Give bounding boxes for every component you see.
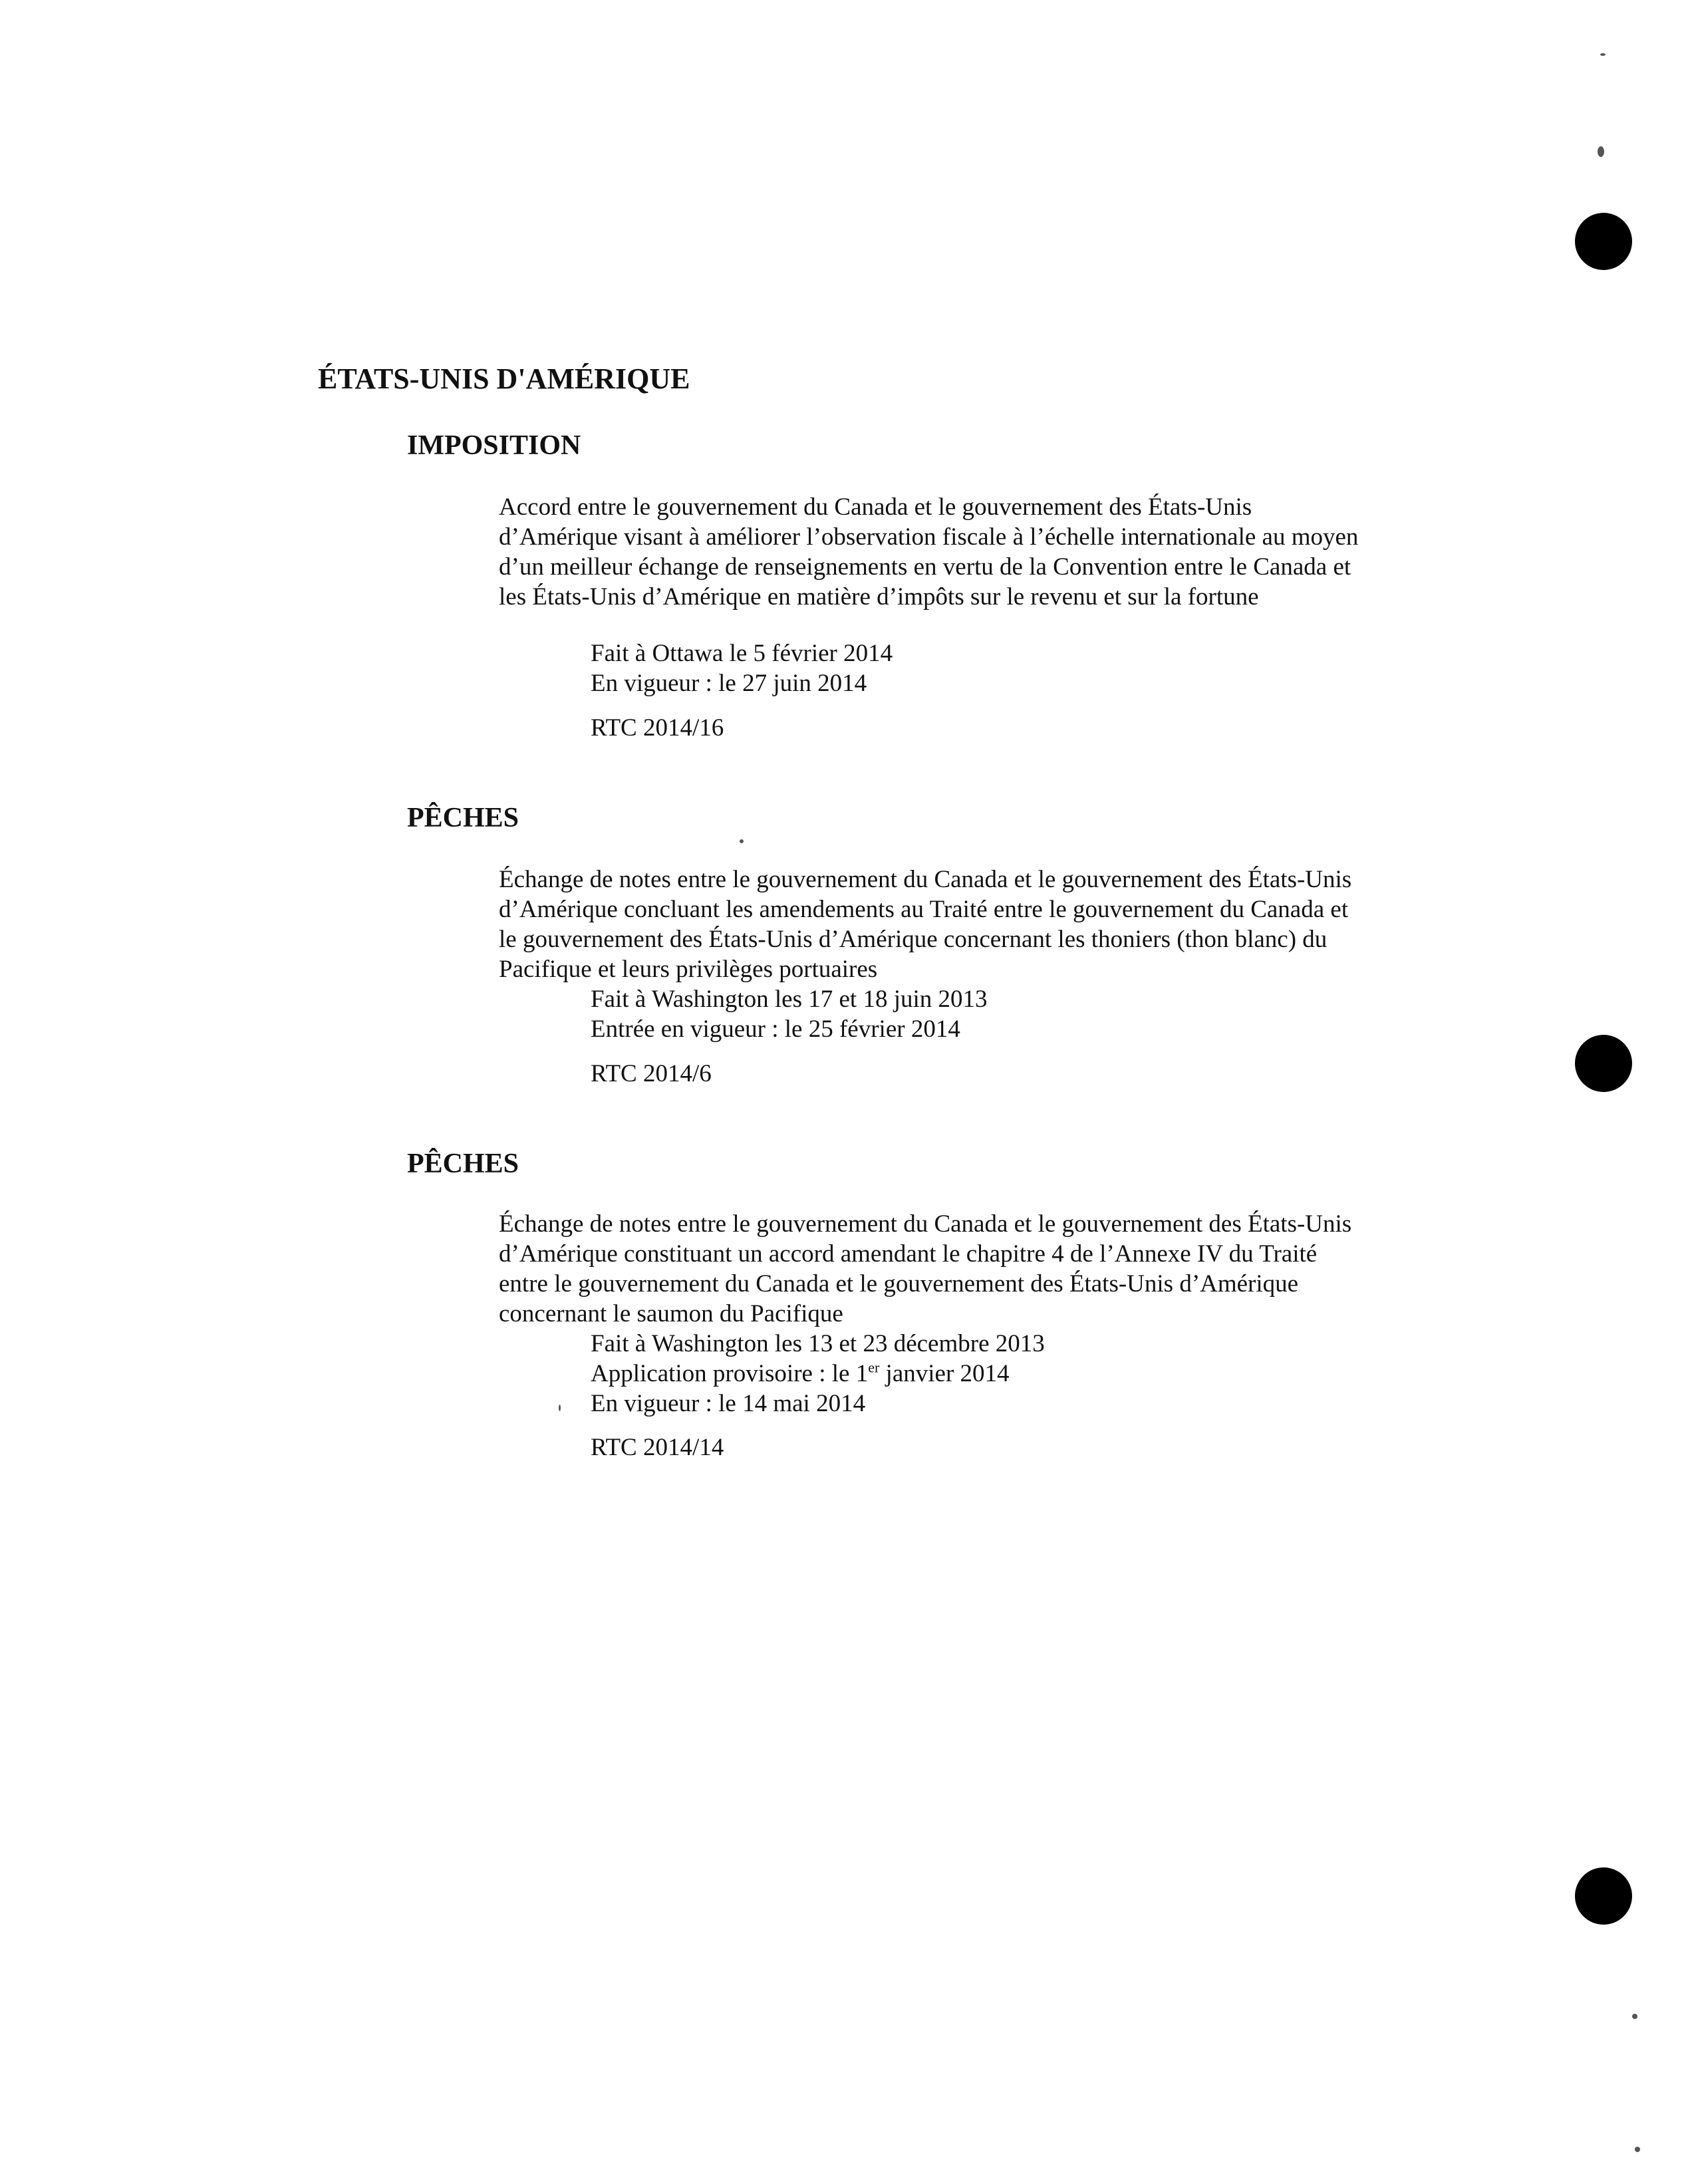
- section-heading-peches-2: PÊCHES: [407, 1149, 519, 1179]
- section-heading-imposition: IMPOSITION: [407, 430, 581, 461]
- detail-signed: Fait à Ottawa le 5 février 2014: [591, 640, 893, 667]
- scan-speck: [740, 839, 744, 843]
- scan-speck: [559, 1405, 561, 1411]
- scan-speck: [1632, 2014, 1637, 2019]
- provisional-text: Application provisoire : le 1: [591, 1360, 869, 1387]
- entry-details-imposition: [591, 638, 893, 698]
- provisional-date: janvier 2014: [879, 1360, 1010, 1387]
- treaty-reference: RTC 2014/6: [591, 1060, 712, 1087]
- punch-hole-middle: [1575, 1035, 1632, 1092]
- entry-text-peches-1: Échange de notes entre le gouvernement du Canada et le gouvernement des États-Unis d’Amérique concluant les amendements au Traité entre le gouvernement du Canada et le gouvernement des États-Unis d’Amérique concernant les thoniers (thon blanc) du Pacifique et leurs privilèges portuaires: [499, 866, 1352, 983]
- punch-hole-top: [1575, 213, 1632, 270]
- detail-signed: Fait à Washington les 13 et 23 décembre 2013: [591, 1330, 1045, 1357]
- detail-in-force: En vigueur : le 27 juin 2014: [591, 670, 867, 697]
- country-heading: ÉTATS-UNIS D'AMÉRIQUE: [318, 362, 690, 395]
- entry-details-peches-1: [591, 984, 988, 1044]
- treaty-reference: RTC 2014/16: [591, 714, 724, 742]
- detail-signed: Fait à Washington les 17 et 18 juin 2013: [591, 986, 988, 1013]
- scan-speck: [1635, 2147, 1640, 2152]
- section-heading-peches-1: PÊCHES: [407, 803, 519, 833]
- detail-in-force: En vigueur : le 14 mai 2014: [591, 1390, 866, 1417]
- provisional-superscript: er: [868, 1359, 880, 1376]
- scan-speck: [1600, 53, 1606, 56]
- detail-in-force: Entrée en vigueur : le 25 février 2014: [591, 1016, 960, 1043]
- detail-provisional: [591, 1359, 1045, 1389]
- punch-hole-bottom: [1575, 1867, 1632, 1925]
- treaty-reference: RTC 2014/14: [591, 1434, 724, 1461]
- entry-details-peches-2: [591, 1329, 1045, 1419]
- scan-speck: [1598, 146, 1604, 157]
- entry-text-peches-2: Échange de notes entre le gouvernement du Canada et le gouvernement des États-Unis d’Amérique constituant un accord amendant le chapitre 4 de l’Annexe IV du Traité entre le gouvernement du Canada et le gouvernement des États-Unis d’Amérique concernant le saumon du Pacifique: [499, 1210, 1352, 1327]
- entry-text-imposition: Accord entre le gouvernement du Canada et le gouvernement des États-Unis d’Amérique visant à améliorer l’observation fiscale à l’échelle internationale au moyen d’un meilleur échange de renseignements en vertu de la Convention entre le Canada et les États-Unis d’Amérique en matière d’impôts sur le revenu et sur la fortune: [499, 493, 1359, 611]
